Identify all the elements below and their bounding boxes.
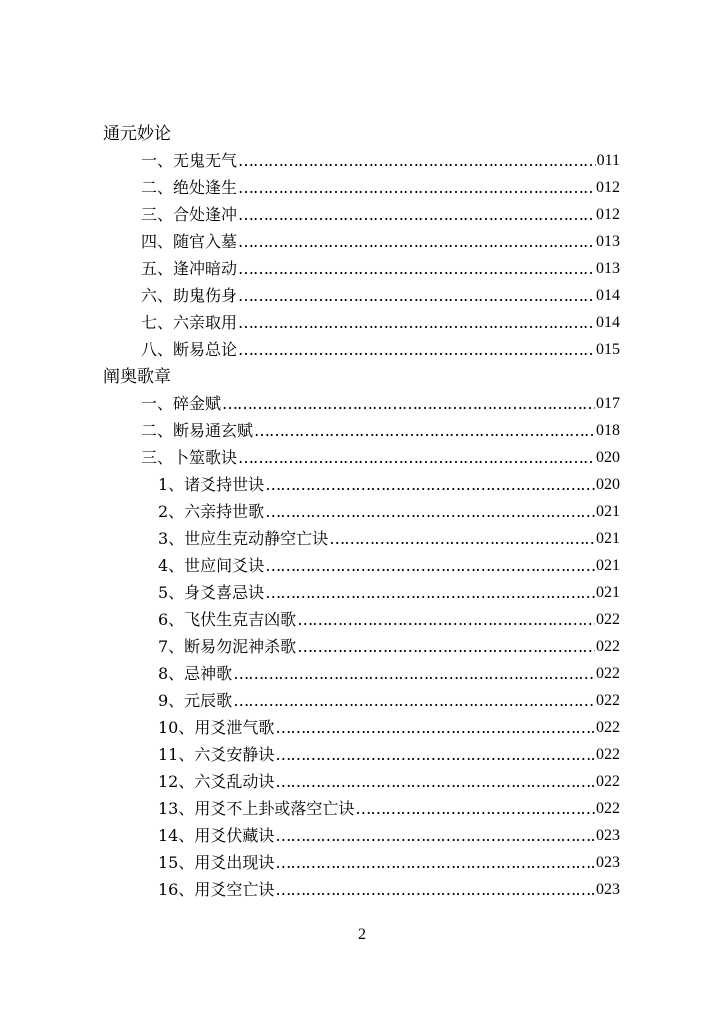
toc-entry-page: 022 bbox=[596, 638, 620, 655]
toc-entry-label: 9、元辰歌 bbox=[158, 691, 233, 710]
section-heading: 阐奥歌章 bbox=[103, 367, 171, 387]
toc-entry[interactable] bbox=[141, 414, 620, 441]
dot-leader bbox=[275, 718, 595, 738]
toc-entry[interactable] bbox=[158, 495, 620, 522]
toc-entry[interactable] bbox=[141, 441, 620, 468]
dot-leader bbox=[222, 394, 595, 414]
dot-leader bbox=[265, 475, 595, 495]
toc-entry[interactable] bbox=[158, 549, 620, 576]
toc-entry-label: 3、世应生克动静空亡诀 bbox=[158, 529, 329, 548]
toc-entry[interactable] bbox=[158, 630, 620, 657]
toc-entry-page: 011 bbox=[596, 152, 620, 169]
toc-entry-label: 10、用爻泄气歌 bbox=[158, 718, 275, 737]
toc-entry-page: 012 bbox=[596, 206, 620, 223]
toc-entry-label: 2、六亲持世歌 bbox=[158, 502, 265, 521]
toc-entry-label: 4、世应间爻诀 bbox=[158, 556, 265, 575]
toc-entry-page: 022 bbox=[596, 611, 620, 628]
toc-entry[interactable] bbox=[141, 252, 620, 279]
toc-entry[interactable] bbox=[141, 144, 620, 171]
toc-entry[interactable] bbox=[158, 765, 620, 792]
dot-leader bbox=[238, 151, 596, 171]
dot-leader bbox=[265, 502, 595, 522]
page-number: 2 bbox=[358, 926, 366, 943]
toc-entry[interactable] bbox=[141, 279, 620, 306]
toc-entry[interactable] bbox=[141, 225, 620, 252]
toc-entry[interactable] bbox=[141, 306, 620, 333]
toc-entry[interactable] bbox=[158, 468, 620, 495]
toc-entry-page: 022 bbox=[596, 746, 620, 763]
toc-entry-page: 022 bbox=[596, 692, 620, 709]
dot-leader bbox=[275, 853, 595, 873]
toc-entry[interactable] bbox=[158, 738, 620, 765]
toc-entry-label: 一、无鬼无气 bbox=[141, 151, 238, 170]
dot-leader bbox=[238, 178, 595, 198]
toc-entry[interactable] bbox=[158, 846, 620, 873]
toc-entry-label: 1、诸爻持世诀 bbox=[158, 475, 265, 494]
toc-entry-page: 012 bbox=[596, 179, 620, 196]
toc-entry-label: 8、忌神歌 bbox=[158, 664, 233, 683]
dot-leader bbox=[275, 880, 595, 900]
toc-entry[interactable] bbox=[158, 873, 620, 900]
toc-entry-page: 022 bbox=[596, 665, 620, 682]
toc-entry[interactable] bbox=[158, 711, 620, 738]
toc-entry[interactable] bbox=[158, 603, 620, 630]
toc-entry-label: 二、断易通玄赋 bbox=[141, 421, 254, 440]
dot-leader bbox=[238, 340, 595, 360]
dot-leader bbox=[297, 637, 595, 657]
dot-leader bbox=[265, 583, 595, 603]
dot-leader bbox=[297, 610, 595, 630]
toc-entry-page: 014 bbox=[596, 314, 620, 331]
toc-entry-page: 023 bbox=[596, 881, 620, 898]
toc-entry-label: 八、断易总论 bbox=[141, 340, 238, 359]
toc-entry-page: 013 bbox=[596, 233, 620, 250]
section-heading: 通元妙论 bbox=[103, 124, 171, 144]
toc-entry-label: 四、随官入墓 bbox=[141, 232, 238, 251]
toc-entry-label: 7、断易勿泥神杀歌 bbox=[158, 637, 297, 656]
toc-entry-label: 14、用爻伏藏诀 bbox=[158, 826, 275, 845]
toc-entry-label: 5、身爻喜忌诀 bbox=[158, 583, 265, 602]
toc-entry-label: 一、碎金赋 bbox=[141, 394, 222, 413]
dot-leader bbox=[275, 826, 595, 846]
toc-entry-page: 020 bbox=[596, 476, 620, 493]
toc-entry-page: 020 bbox=[596, 449, 620, 466]
dot-leader bbox=[238, 205, 595, 225]
dot-leader bbox=[275, 772, 595, 792]
dot-leader bbox=[355, 799, 595, 819]
toc-entry-page: 017 bbox=[596, 395, 620, 412]
toc-entry-page: 022 bbox=[596, 773, 620, 790]
toc-entry-label: 六、助鬼伤身 bbox=[141, 286, 238, 305]
toc-entry-page: 014 bbox=[596, 287, 620, 304]
toc-entry-page: 018 bbox=[596, 422, 620, 439]
toc-entry[interactable] bbox=[141, 333, 620, 360]
toc-entry-page: 015 bbox=[596, 341, 620, 358]
toc-entry[interactable] bbox=[141, 387, 620, 414]
toc-entry-label: 11、六爻安静诀 bbox=[158, 745, 275, 764]
toc-entry-label: 13、用爻不上卦或落空亡诀 bbox=[158, 799, 355, 818]
toc-entry-page: 013 bbox=[596, 260, 620, 277]
dot-leader bbox=[233, 664, 595, 684]
toc-entry-label: 三、合处逢冲 bbox=[141, 205, 238, 224]
toc-entry-page: 021 bbox=[596, 530, 620, 547]
toc-entry-label: 12、六爻乱动诀 bbox=[158, 772, 275, 791]
dot-leader bbox=[238, 259, 595, 279]
toc-entry[interactable] bbox=[158, 576, 620, 603]
toc-entry-label: 二、绝处逢生 bbox=[141, 178, 238, 197]
toc-entry-page: 023 bbox=[596, 854, 620, 871]
toc-entry-label: 七、六亲取用 bbox=[141, 313, 238, 332]
toc-entry[interactable] bbox=[158, 684, 620, 711]
dot-leader bbox=[275, 745, 595, 765]
toc-entry-label: 15、用爻出现诀 bbox=[158, 853, 275, 872]
dot-leader bbox=[254, 421, 595, 441]
toc-entry-label: 16、用爻空亡诀 bbox=[158, 880, 275, 899]
dot-leader bbox=[238, 232, 595, 252]
dot-leader bbox=[238, 448, 595, 468]
toc-entry-label: 五、逢冲暗动 bbox=[141, 259, 238, 278]
toc-entry-page: 021 bbox=[596, 557, 620, 574]
toc-entry-label: 6、飞伏生克吉凶歌 bbox=[158, 610, 297, 629]
dot-leader bbox=[329, 529, 595, 549]
toc-entry[interactable] bbox=[158, 792, 620, 819]
toc-entry-page: 022 bbox=[596, 800, 620, 817]
toc-entry-page: 021 bbox=[596, 584, 620, 601]
toc-entry[interactable] bbox=[158, 657, 620, 684]
toc-entry-page: 022 bbox=[596, 719, 620, 736]
dot-leader bbox=[265, 556, 595, 576]
toc-entry[interactable] bbox=[141, 198, 620, 225]
toc-entry[interactable] bbox=[158, 819, 620, 846]
dot-leader bbox=[233, 691, 595, 711]
toc-entry[interactable] bbox=[141, 171, 620, 198]
toc-entry[interactable] bbox=[158, 522, 620, 549]
toc-entry-page: 021 bbox=[596, 503, 620, 520]
toc-entry-label: 三、卜筮歌诀 bbox=[141, 448, 238, 467]
dot-leader bbox=[238, 286, 595, 306]
dot-leader bbox=[238, 313, 595, 333]
toc-entry-page: 023 bbox=[596, 827, 620, 844]
